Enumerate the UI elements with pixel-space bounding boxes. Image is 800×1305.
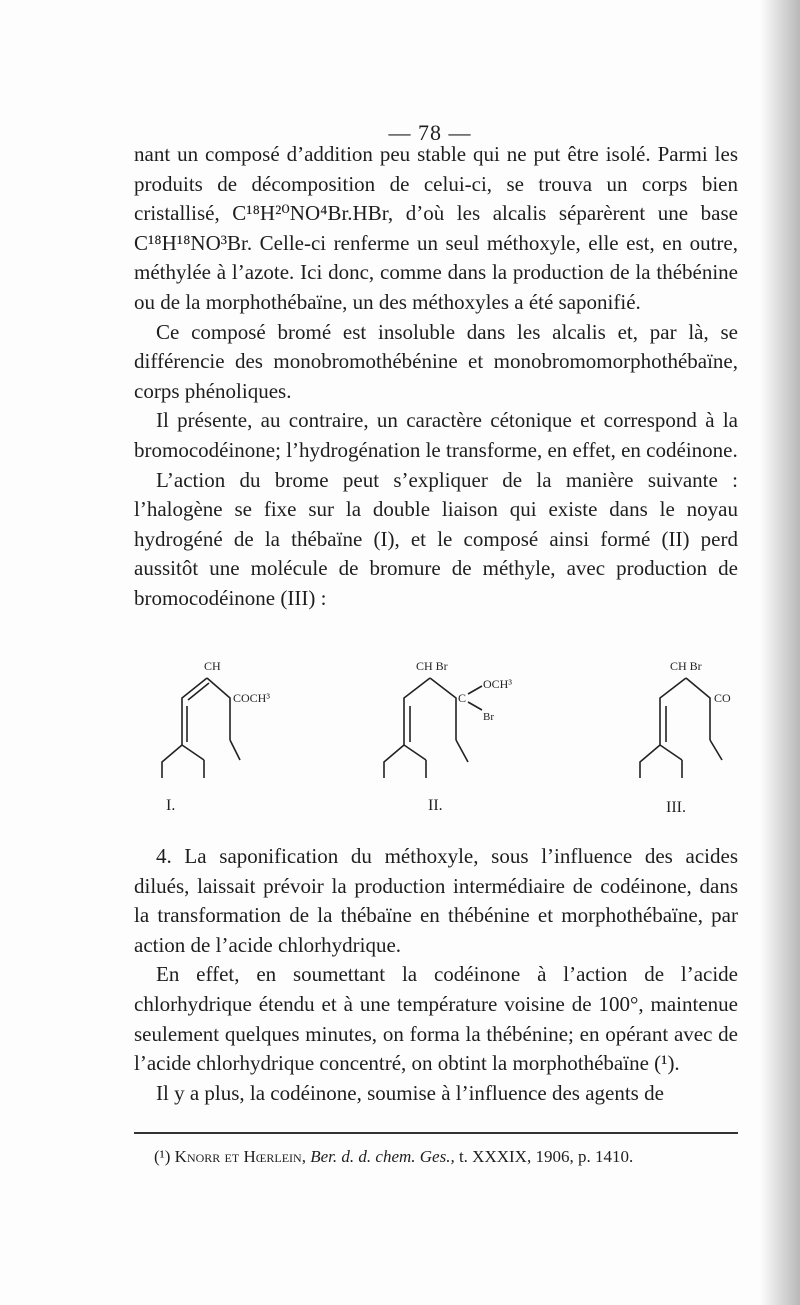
structure-2-bromine: Br xyxy=(483,711,494,723)
structure-3-top: CH Br xyxy=(670,659,702,673)
paragraph: L’action du brome peut s’expliquer de la manière suivante : l’halogène se fixe sur la double liaison qui existe dans le noyau hydrogéné de la thébaïne (I), et le composé ainsi formé (II) perd aussitôt une molécule de bromure de méthyle, avec production de bromocodéinone (III) : xyxy=(134,467,738,610)
chemical-structures xyxy=(134,650,738,830)
paragraph: En effet, en soumettant la codéinone à l’action de l’acide chlorhydrique étendu et à une température voisine de 100°, maintenue seulement quelques minutes, on forma la thébénine; en opérant avec de l’acide chlorhydrique concentré, on obtint la morphothébaïne (¹). xyxy=(134,962,738,1076)
footnote xyxy=(154,1146,754,1168)
structure-2-label: II. xyxy=(428,797,443,814)
body-text-bottom xyxy=(134,842,738,1108)
structure-drawings xyxy=(134,650,738,830)
paragraph: Ce composé bromé est insoluble dans les alcalis et, par là, se différencie des monobromothébénine et monobromomorphothébaïne, corps phénoliques. xyxy=(134,319,738,403)
structure-3 xyxy=(640,678,722,778)
footnote-journal: Ber. d. d. chem. Ges., xyxy=(310,1147,455,1166)
structure-1-label: I. xyxy=(166,797,176,814)
footnote-reference: t. XXXIX, 1906, p. 1410. xyxy=(458,1147,634,1166)
structure-1-side: COCH³ xyxy=(233,691,270,705)
page-edge-shadow xyxy=(760,0,800,1305)
structure-2-methoxy: OCH³ xyxy=(483,677,512,691)
structure-1 xyxy=(162,678,240,778)
footnote-marker: (¹) xyxy=(154,1147,171,1166)
paragraph: Il y a plus, la codéinone, soumise à l’influence des agents de xyxy=(156,1080,664,1105)
body-text-top xyxy=(134,140,738,614)
structure-2 xyxy=(384,678,482,778)
structure-2-top: CH Br xyxy=(416,659,448,673)
paragraph: Il présente, au contraire, un caractère cétonique et correspond à la bromocodéinone; l’hydrogénation le transforme, en effet, en codéinone. xyxy=(134,408,738,462)
paragraph-continued: nant un composé d’addition peu stable qui ne put être isolé. Parmi les produits de décomposition de celui-ci, se trouva un corps bien cristallisé, C¹⁸H²⁰NO⁴Br.HBr, d’où les alcalis séparèrent une base C¹⁸H¹⁸NO³Br. Celle-ci renferme un seul méthoxyle, elle est, en outre, méthylée à l’azote. Ici donc, comme dans la production de la thébénine ou de la morphothébaïne, un des méthoxyles a été saponifié. xyxy=(134,142,738,314)
structure-3-label: III. xyxy=(666,799,686,816)
structure-3-side: CO xyxy=(714,691,731,705)
structure-2-carbon: C xyxy=(458,691,467,705)
paragraph: 4. La saponification du méthoxyle, sous l’influence des acides dilués, laissait prévoir la production intermédiaire de codéinone, dans la transformation de la thébaïne en thébénine et morphothébaïne, par action de l’acide chlorhydrique. xyxy=(134,844,738,957)
footnote-authors: Knorr et Hœrlein, xyxy=(174,1147,306,1166)
structure-1-top: CH xyxy=(204,659,221,673)
page-number: — 78 — xyxy=(388,120,472,145)
footnote-rule xyxy=(134,1132,738,1134)
